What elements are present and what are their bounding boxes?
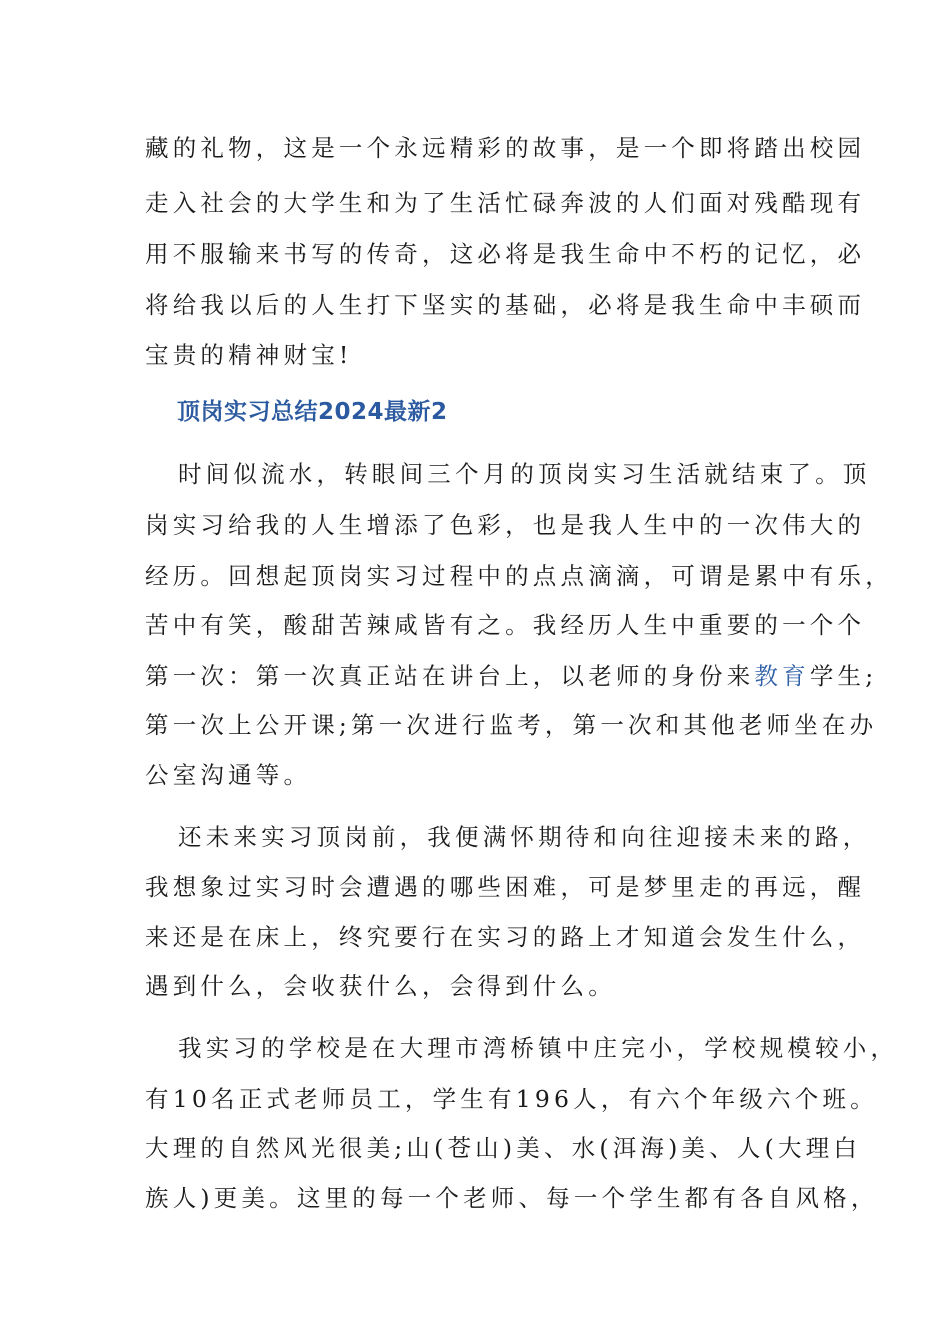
para2-line-3: 来还是在床上，终究要行在实习的路上才知道会发生什么， xyxy=(145,923,866,951)
para1-line-5 xyxy=(145,660,878,692)
para1-line-2: 岗实习给我的人生增添了色彩，也是我人生中的一次伟大的 xyxy=(145,511,866,539)
intro-line-4: 将给我以后的人生打下坚实的基础，必将是我生命中丰硕而 xyxy=(145,291,866,319)
intro-line-5: 宝贵的精神财宝! xyxy=(145,341,353,369)
education-link[interactable]: 教育 xyxy=(754,662,810,690)
para1-line-6: 第一次上公开课;第一次进行监考，第一次和其他老师坐在办 xyxy=(145,711,878,739)
section-heading: 顶岗实习总结2024最新2 xyxy=(177,399,448,425)
para2-line-2: 我想象过实习时会遭遇的哪些困难，可是梦里走的再远，醒 xyxy=(145,873,866,901)
para1-line-4: 苦中有笑，酸甜苦辣咸皆有之。我经历人生中重要的一个个 xyxy=(145,611,866,639)
para1-line-5-after: 学生; xyxy=(809,662,878,690)
para1-line-7: 公室沟通等。 xyxy=(145,761,312,789)
para1-line-1: 时间似流水，转眼间三个月的顶岗实习生活就结束了。顶 xyxy=(178,460,871,488)
para3-line-4: 族人)更美。这里的每一个老师、每一个学生都有各自风格， xyxy=(145,1184,879,1212)
intro-line-2: 走入社会的大学生和为了生活忙碌奔波的人们面对残酷现有 xyxy=(145,189,866,217)
para3-line-3: 大理的自然风光很美;山(苍山)美、水(洱海)美、人(大理白 xyxy=(145,1134,862,1162)
intro-line-3: 用不服输来书写的传奇，这必将是我生命中不朽的记忆，必 xyxy=(145,240,866,268)
para3-line-2: 有10名正式老师员工，学生有196人，有六个年级六个班。 xyxy=(145,1085,878,1113)
para2-line-4: 遇到什么，会收获什么，会得到什么。 xyxy=(145,972,616,1000)
para2-line-1: 还未来实习顶岗前，我便满怀期待和向往迎接未来的路， xyxy=(178,823,871,851)
para1-line-3: 经历。回想起顶岗实习过程中的点点滴滴，可谓是累中有乐， xyxy=(145,562,893,590)
para3-line-1: 我实习的学校是在大理市湾桥镇中庄完小，学校规模较小， xyxy=(178,1034,899,1062)
para1-line-5-before: 第一次：第一次真正站在讲台上，以老师的身份来 xyxy=(145,662,755,690)
intro-line-1: 藏的礼物，这是一个永远精彩的故事，是一个即将踏出校园 xyxy=(145,134,866,162)
